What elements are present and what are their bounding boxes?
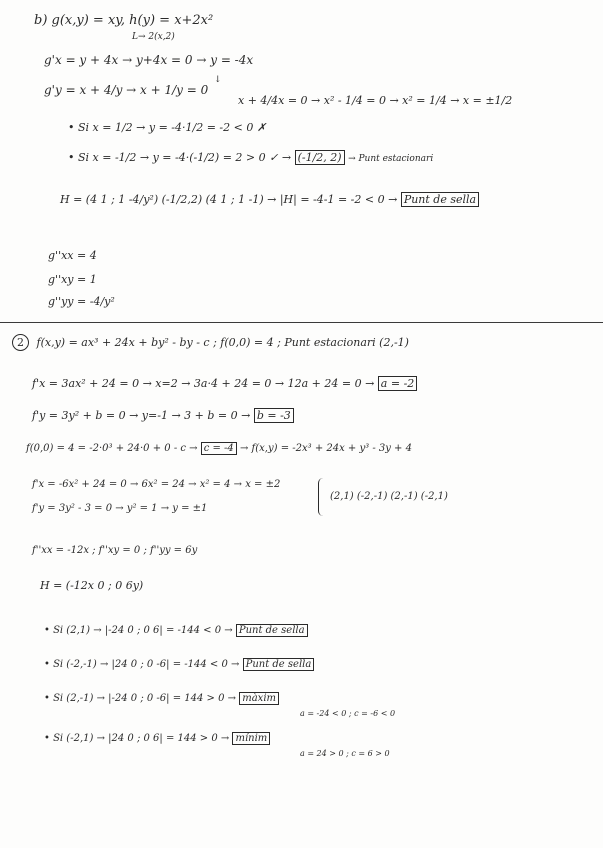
case-matrix: |-24 0 ; 0 6| — [104, 625, 163, 636]
part-2-fy-box: b = -3 — [254, 408, 294, 423]
part-b-header: b) g(x,y) = xy, h(y) = x+2x² — [34, 13, 214, 28]
part-2-f00-text: f(0,0) = 4 = -2·0³ + 24·0 + 0 - c → — [26, 443, 198, 454]
down-arrow-icon: ↓ — [214, 75, 222, 85]
part-2-case-3 — [44, 694, 279, 704]
part-2-number: 2 — [12, 334, 29, 351]
case-matrix: |24 0 ; 0 6| — [108, 733, 163, 744]
case-matrix: |24 0 ; 0 -6| — [111, 659, 170, 670]
case-label: • Si (-2,-1) → — [44, 659, 109, 670]
part-b-case-2-tail: → Punt estacionari — [348, 154, 434, 164]
part-2-case-3-extra: a = -24 < 0 ; c = -6 < 0 — [300, 709, 396, 718]
part-b-line-2: g'y = x + 4/y → x + 1/y = 0 — [44, 83, 209, 97]
part-b-hessian-box: Punt de sella — [401, 192, 479, 207]
case-label: • Si (2,1) → — [44, 625, 102, 636]
part-2-fx-roots: f'x = -6x² + 24 = 0 → 6x² = 24 → x² = 4 → x = ±2 — [32, 479, 281, 490]
part-2-fy — [32, 410, 294, 421]
part-b-header-note: L→ 2(x,2) — [132, 32, 175, 42]
part-2-fy-roots: f'y = 3y² - 3 = 0 → y² = 1 → y = ±1 — [32, 503, 208, 514]
part-2-points: (2,1) (-2,-1) (2,-1) (-2,1) — [330, 491, 448, 502]
part-b-second-deriv-1: g''xx = 4 — [48, 249, 97, 262]
case-result: = -144 < 0 → — [165, 625, 233, 636]
part-2-statement: f(x,y) = ax³ + 24x + by² - by - c ; f(0,0) = 4 ; Punt estacionari (2,-1) — [36, 336, 409, 349]
part-2-f00-tail: → f(x,y) = -2x³ + 24x + y³ - 3y + 4 — [239, 443, 412, 454]
part-b-line-1: g'x = y + 4x → y+4x = 0 → y = -4x — [44, 53, 254, 67]
section-divider — [0, 322, 603, 323]
part-2-case-2 — [44, 660, 314, 670]
case-label: • Si (2,-1) → — [44, 693, 105, 704]
case-label: • Si (-2,1) → — [44, 733, 105, 744]
part-b-second-deriv-2: g''xy = 1 — [48, 273, 97, 286]
part-2-fx-box: a = -2 — [378, 376, 417, 391]
part-2-f00-box: c = -4 — [201, 442, 237, 455]
part-b-hessian-general: H = (4 1 ; 1 -4/y²) — [60, 193, 159, 206]
part-b-case-2 — [68, 152, 433, 164]
part-b-hessian-eval: (-1/2,2) (4 1 ; 1 -1) → |H| = -4-1 = -2 < 0 → — [161, 193, 398, 206]
case-result: = 144 > 0 → — [172, 693, 237, 704]
part-2-case-4 — [44, 734, 270, 744]
part-b-case-1: • Si x = 1/2 → y = -4·1/2 = -2 < 0 ✗ — [68, 121, 267, 134]
part-2-case-1 — [44, 626, 308, 636]
case-box: mínim — [232, 732, 270, 745]
part-b-case-2-box: (-1/2, 2) — [295, 150, 345, 165]
brace-icon — [318, 478, 323, 516]
part-2-f00 — [26, 444, 412, 454]
case-result: = 144 > 0 → — [165, 733, 230, 744]
part-b-hessian — [60, 194, 479, 205]
case-matrix: |-24 0 ; 0 -6| — [108, 693, 170, 704]
case-box: Punt de sella — [243, 658, 315, 671]
case-box: Punt de sella — [236, 624, 308, 637]
case-box: màxim — [239, 692, 279, 705]
part-2-case-4-extra: a = 24 > 0 ; c = 6 > 0 — [300, 749, 390, 758]
part-2-hessian: H = (-12x 0 ; 0 6y) — [40, 579, 144, 592]
part-2-second-derivs: f''xx = -12x ; f''xy = 0 ; f''yy = 6y — [32, 545, 198, 556]
part-2-header — [12, 334, 409, 351]
part-2-fx — [32, 378, 417, 389]
part-b-case-2-text: • Si x = -1/2 → y = -4·(-1/2) = 2 > 0 ✓ → — [68, 151, 292, 164]
case-result: = -144 < 0 → — [172, 659, 240, 670]
part-2-fy-text: f'y = 3y² + b = 0 → y=-1 → 3 + b = 0 → — [32, 409, 251, 422]
part-2-fx-text: f'x = 3ax² + 24 = 0 → x=2 → 3a·4 + 24 = 0 → 12a + 24 = 0 → — [32, 377, 375, 390]
part-b-second-deriv-3: g''yy = -4/y² — [48, 295, 115, 308]
part-b-line-3: x + 4/4x = 0 → x² - 1/4 = 0 → x² = 1/4 → x = ±1/2 — [238, 94, 513, 107]
